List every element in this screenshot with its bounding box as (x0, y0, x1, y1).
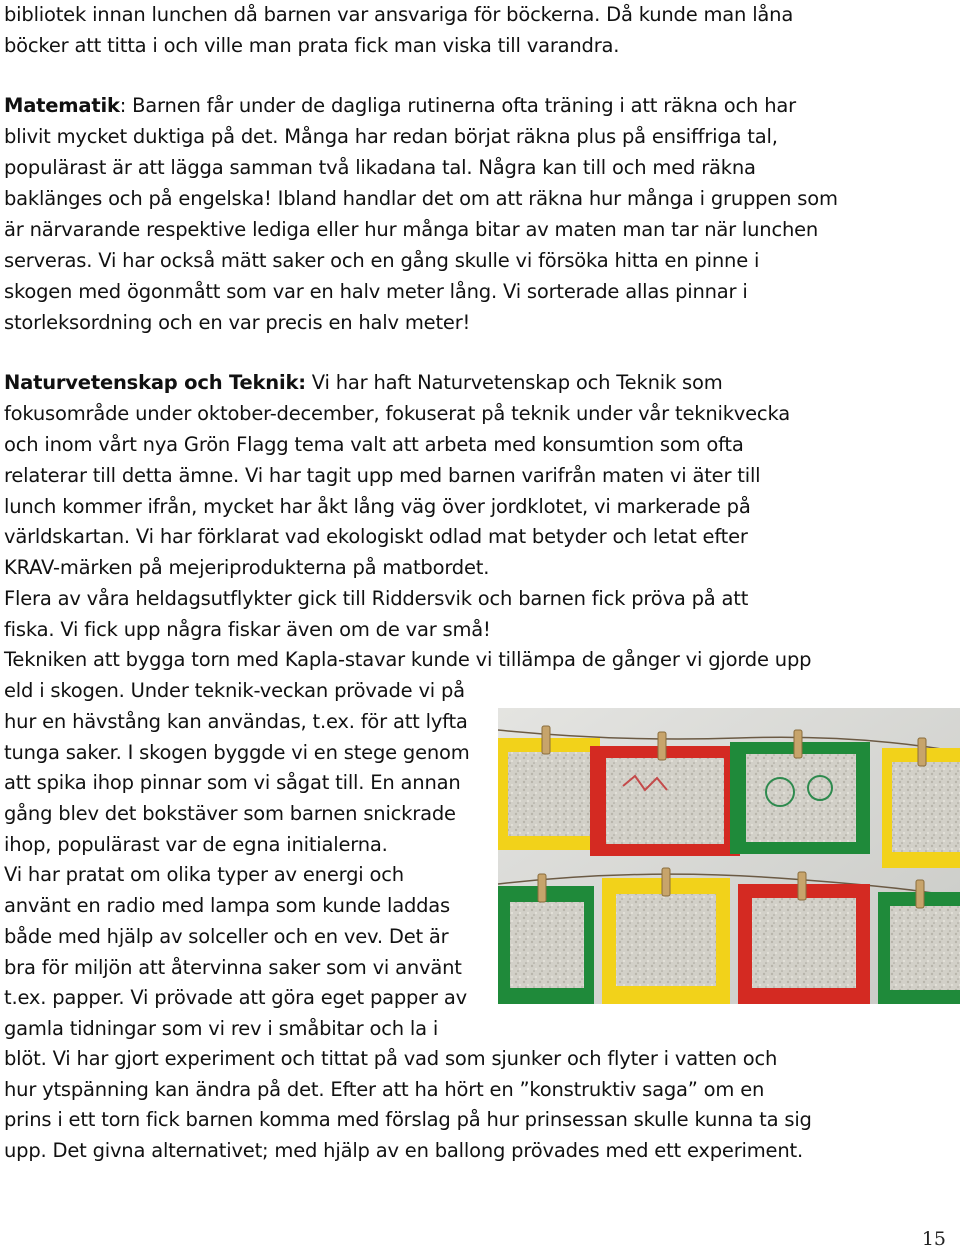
natur-line-18: använt en radio med lampa som kunde laddas (4, 894, 451, 917)
natur-line-26: upp. Det givna alternativet; med hjälp av en ballong prövades med ett experiment. (4, 1139, 803, 1162)
natur-line-1 (4, 368, 723, 398)
card-yellow-top (498, 738, 600, 850)
natur-line-2: fokusområde under oktober-december, fokuserat på teknik under vår teknikvecka (4, 402, 790, 425)
natur-line-8: Flera av våra heldagsutflykter gick till Riddersvik och barnen fick pröva på att (4, 587, 749, 610)
matematik-line-5: är närvarande respektive lediga eller hur många bitar av maten man tar när lunchen (4, 218, 819, 241)
card-red-top (590, 746, 740, 856)
natur-line-15: gång blev det bokstäver som barnen snickrade (4, 802, 456, 825)
matematik-line-7: skogen med ögonmått som var en halv meter lång. Vi sorterade allas pinnar i (4, 280, 748, 303)
card-yellow-bottom (602, 878, 730, 1004)
natur-heading: Naturvetenskap och Teknik: (4, 371, 306, 394)
natur-line-5: lunch kommer ifrån, mycket har åkt lång väg över jordklotet, vi markerade på (4, 495, 751, 518)
natur-line-7: KRAV-märken på mejeriprodukterna på matbordet. (4, 556, 490, 579)
natur-line-1-text: Vi har haft Naturvetenskap och Teknik som (305, 371, 723, 394)
natur-line-9: fiska. Vi fick upp några fiskar även om de var små! (4, 618, 491, 641)
natur-line-21: t.ex. papper. Vi prövade att göra eget papper av (4, 986, 467, 1009)
natur-line-24: hur ytspänning kan ändra på det. Efter att ha hört en ”konstruktiv saga” om en (4, 1078, 765, 1101)
matematik-heading: Matematik (4, 94, 120, 117)
natur-line-23: blöt. Vi har gjort experiment och tittat på vad som sjunker och flyter i vatten och (4, 1047, 778, 1070)
natur-line-10: Tekniken att bygga torn med Kapla-stavar kunde vi tillämpa de gånger vi gjorde upp (4, 648, 812, 671)
intro-line-1: bibliotek innan lunchen då barnen var ansvariga för böckerna. Då kunde man låna (4, 3, 794, 26)
matematik-line-3: populärast är att lägga samman två likadana tal. Några kan till och med räkna (4, 156, 756, 179)
card-green-top (730, 742, 870, 854)
matematik-line-1-text: : Barnen får under de dagliga rutinerna ofta träning i att räkna och har (119, 94, 796, 117)
matematik-line-4: baklänges och på engelska! Ibland handlar det om att räkna hur många i gruppen som (4, 187, 838, 210)
natur-line-16: ihop, populärast var de egna initialerna. (4, 833, 388, 856)
natur-line-12: hur en hävstång kan användas, t.ex. för att lyfta (4, 710, 468, 733)
natur-line-19: både med hjälp av solceller och en vev. Det är (4, 925, 449, 948)
matematik-line-8: storleksordning och en var precis en halv meter! (4, 311, 471, 334)
natur-line-6: världskartan. Vi har förklarat vad ekologiskt odlad mat betyder och letat efter (4, 525, 748, 548)
matematik-line-1 (4, 91, 796, 121)
page-number: 15 (921, 1228, 946, 1250)
natur-line-17: Vi har pratat om olika typer av energi och (4, 863, 404, 886)
intro-line-2: böcker att titta i och ville man prata fick man viska till varandra. (4, 34, 620, 57)
handmade-paper-photo (498, 708, 960, 1004)
natur-line-20: bra för miljön att återvinna saker som vi använt (4, 956, 462, 979)
natur-line-14: att spika ihop pinnar som vi sågat till. En annan (4, 771, 461, 794)
card-green-bottom (498, 886, 594, 1004)
natur-line-3: och inom vårt nya Grön Flagg tema valt att arbeta med konsumtion som ofta (4, 433, 744, 456)
photo-illustration (498, 708, 960, 1004)
matematik-line-6: serveras. Vi har också mätt saker och en gång skulle vi försöka hitta en pinne i (4, 249, 760, 272)
card-green-bottom-right (878, 892, 960, 1004)
natur-line-11: eld i skogen. Under teknik-veckan prövade vi på (4, 679, 465, 702)
natur-line-13: tunga saker. I skogen byggde vi en stege genom (4, 741, 470, 764)
matematik-line-2: blivit mycket duktiga på det. Många har redan börjat räkna plus på ensiffriga tal, (4, 125, 778, 148)
natur-line-22: gamla tidningar som vi rev i småbitar och la i (4, 1017, 439, 1040)
card-red-bottom (738, 884, 870, 1004)
natur-line-4: relaterar till detta ämne. Vi har tagit upp med barnen varifrån maten vi äter till (4, 464, 761, 487)
natur-line-25: prins i ett torn fick barnen komma med förslag på hur prinsessan skulle kunna ta sig (4, 1108, 812, 1131)
